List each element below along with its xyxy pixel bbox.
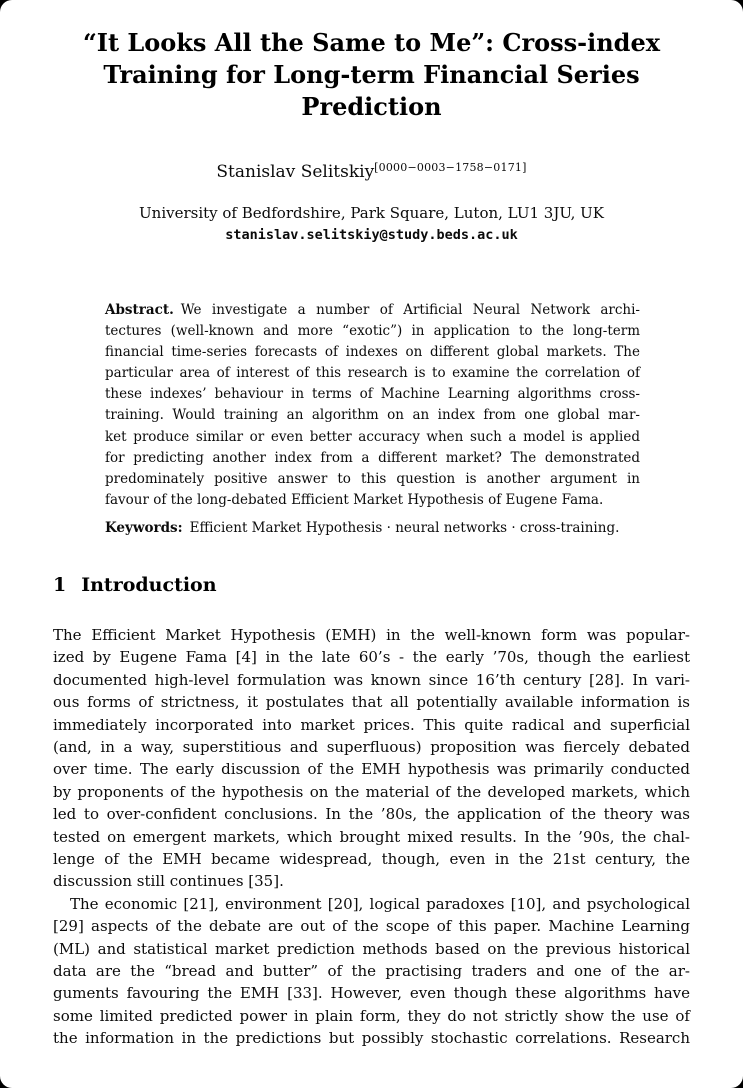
paragraph-1 [53, 624, 690, 893]
text-line: ized by Eugene Fama [4] in the late 60’s - the early ’70s, though the earliest [53, 648, 690, 667]
text-line: the information in the predictions but possibly stochastic correlations. Research [53, 1029, 690, 1048]
text-line: tectures (well-known and more “exotic”) in application to the long-term [105, 323, 640, 340]
text-line: tested on emergent markets, which brought mixed results. In the ’90s, the chal- [53, 827, 690, 846]
text-line: over time. The early discussion of the EMH hypothesis was primarily conducted [53, 760, 690, 779]
text-line: particular area of interest of this research is to examine the correlation of [105, 365, 640, 382]
keywords-label: Keywords: [105, 519, 183, 536]
text-line: (ML) and statistical market prediction methods based on the previous historical [53, 939, 690, 958]
text-line: these indexes’ behaviour in terms of Machine Learning algorithms cross- [105, 386, 640, 403]
keywords-text: Efficient Market Hypothesis · neural networks · cross-training. [189, 519, 620, 536]
paragraph-2 [53, 893, 690, 1050]
text-line: predominately positive answer to this question is another argument in [105, 470, 640, 487]
text-line: by proponents of the hypothesis on the material of the developed markets, which [53, 782, 690, 801]
abstract-body [105, 321, 640, 511]
text-line: for predicting another index from a different market? The demonstrated [105, 449, 640, 466]
text-line: data are the “bread and butter” of the practising traders and one of the ar- [53, 962, 690, 981]
abstract-label: Abstract. [105, 302, 174, 318]
text-line: training. Would training an algorithm on an index from one global mar- [105, 407, 640, 424]
text-line: ket produce similar or even better accuracy when such a model is applied [105, 428, 640, 445]
text-line: guments favouring the EMH [33]. However, even though these algorithms have [53, 984, 690, 1003]
text-line: documented high-level formulation was known since 16’th century [28]. In vari- [53, 670, 690, 689]
paper-title [53, 27, 690, 123]
text-line: [29] aspects of the debate are out of the scope of this paper. Machine Learning [53, 917, 690, 936]
abstract-first-line [105, 300, 640, 321]
author-name: Stanislav Selitskiy [216, 162, 375, 182]
text-line: The Efficient Market Hypothesis (EMH) in the well-known form was popular- [53, 625, 690, 644]
text-line: led to over-confident conclusions. In the ’80s, the application of the theory was [53, 805, 690, 824]
keywords-line [105, 518, 640, 538]
section-title: Introduction [81, 573, 217, 596]
author-line [53, 157, 690, 183]
section-heading [53, 572, 690, 599]
text-line: discussion still continues [35]. [53, 872, 284, 891]
text-line: favour of the long-debated Efficient Market Hypothesis of Eugene Fama. [105, 491, 604, 508]
section-number: 1 [53, 573, 67, 596]
text-line: some limited predicted power in plain form, they do not strictly show the use of [53, 1006, 690, 1025]
abstract [105, 300, 640, 511]
paper-title-line: “It Looks All the Same to Me”: Cross-index [82, 28, 661, 57]
author-orcid: [0000−0003−1758−0171] [374, 161, 527, 174]
affiliation: University of Bedfordshire, Park Square, Luton, LU1 3JU, UK [139, 204, 604, 222]
author-email: stanislav.selitskiy@study.beds.ac.uk [225, 227, 518, 243]
text-line: ous forms of strictness, it postulates that all potentially available information is [53, 693, 690, 712]
paper-title-line: Prediction [301, 92, 442, 121]
paper-title-line: Training for Long-term Financial Series [103, 60, 640, 89]
abstract-first-line-text: We investigate a number of Artificial Neural Network archi- [180, 302, 640, 318]
text-line: (and, in a way, superstitious and superfluous) proposition was fiercely debated [53, 737, 690, 756]
text-line: immediately incorporated into market prices. This quite radical and superficial [53, 715, 690, 734]
text-line: The economic [21], environment [20], logical paradoxes [10], and psychological [70, 894, 690, 913]
text-line: financial time-series forecasts of indexes on different global markets. The [105, 344, 640, 361]
text-line: lenge of the EMH became widespread, though, even in the 21st century, the [53, 850, 690, 868]
